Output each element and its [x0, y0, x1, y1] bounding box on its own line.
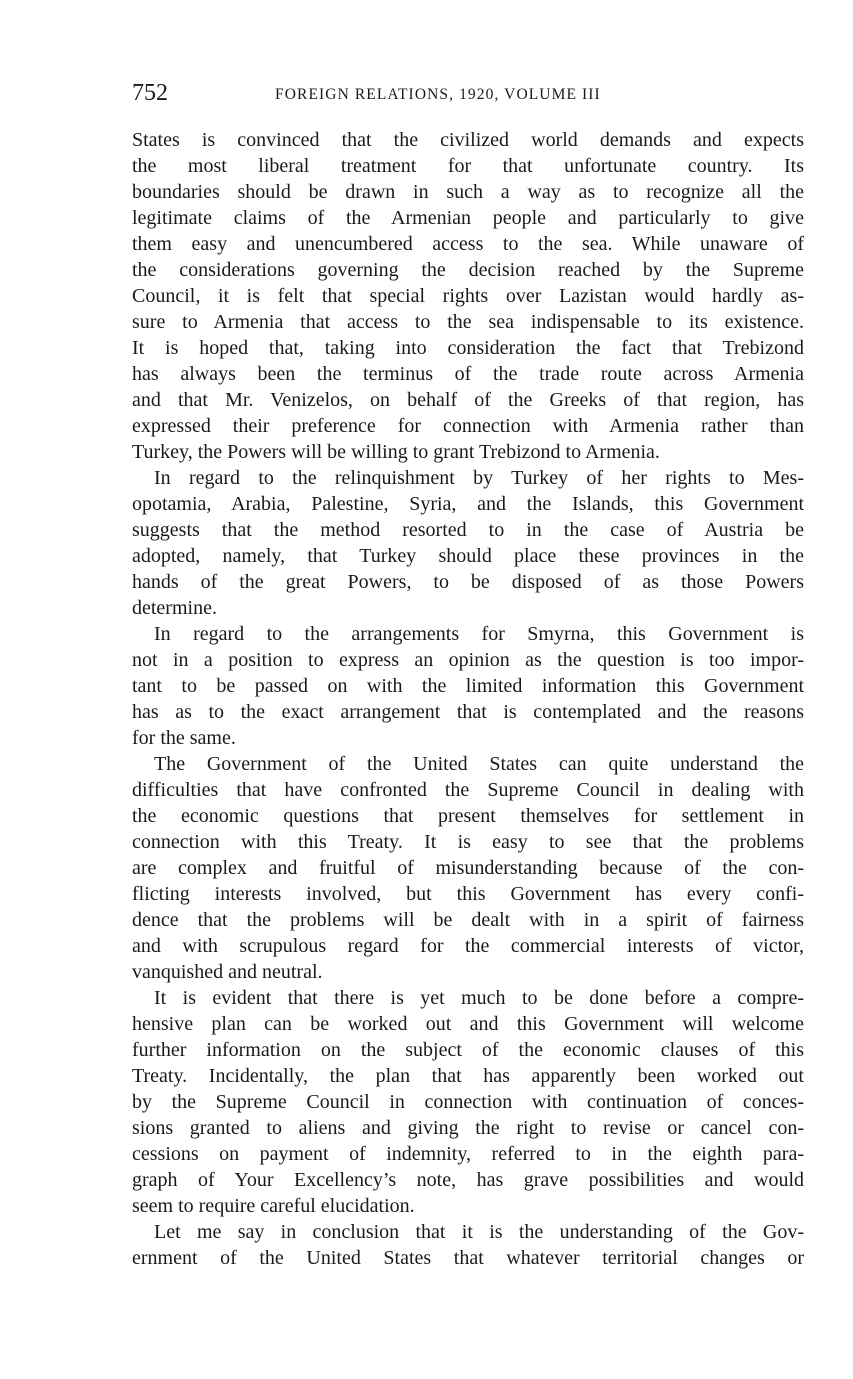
text-line: flicting interests involved, but this Government has every confi- [132, 883, 804, 905]
text-line: Turkey, the Powers will be willing to grant Trebizond to Armenia. [132, 441, 660, 463]
paragraph [132, 465, 804, 621]
paragraph [132, 621, 804, 751]
text-line: has always been the terminus of the trade route across Armenia [132, 363, 804, 385]
text-line: and with scrupulous regard for the commercial interests of victor, [132, 935, 804, 957]
text-line: In regard to the arrangements for Smyrna, this Government is [154, 623, 804, 645]
text-line: It is hoped that, taking into consideration the fact that Trebizond [132, 337, 804, 359]
text-line: legitimate claims of the Armenian people and particularly to give [132, 207, 804, 229]
text-line: States is convinced that the civilized world demands and expects [132, 129, 804, 151]
text-line: them easy and unencumbered access to the sea. While unaware of [132, 233, 804, 255]
paragraph [132, 751, 804, 985]
text-line: The Government of the United States can quite understand the [154, 753, 804, 775]
text-line: Council, it is felt that special rights over Lazistan would hardly as- [132, 285, 804, 307]
text-line: Treaty. Incidentally, the plan that has apparently been worked out [132, 1065, 804, 1087]
text-line: cessions on payment of indemnity, referred to in the eighth para- [132, 1143, 804, 1165]
text-line: boundaries should be drawn in such a way as to recognize all the [132, 181, 804, 203]
text-line: adopted, namely, that Turkey should place these provinces in the [132, 545, 804, 567]
text-line: ernment of the United States that whatever territorial changes or [132, 1247, 804, 1269]
text-line: are complex and fruitful of misunderstanding because of the con- [132, 857, 804, 879]
text-line: suggests that the method resorted to in the case of Austria be [132, 519, 804, 541]
text-line: the economic questions that present themselves for settlement in [132, 805, 804, 827]
text-line: sure to Armenia that access to the sea indispensable to its existence. [132, 311, 804, 333]
text-line: connection with this Treaty. It is easy to see that the problems [132, 831, 804, 853]
text-line: the most liberal treatment for that unfortunate country. Its [132, 155, 804, 177]
text-line: Let me say in conclusion that it is the understanding of the Gov- [154, 1221, 804, 1243]
page-number: 752 [132, 80, 168, 106]
paragraph [132, 1219, 804, 1271]
text-line: the considerations governing the decision reached by the Supreme [132, 259, 804, 281]
text-line: opotamia, Arabia, Palestine, Syria, and the Islands, this Government [132, 493, 804, 515]
running-head: FOREIGN RELATIONS, 1920, VOLUME III [275, 86, 601, 103]
body-text [132, 127, 804, 1271]
text-line: hensive plan can be worked out and this Government will welcome [132, 1013, 804, 1035]
text-line: expressed their preference for connection with Armenia rather than [132, 415, 804, 437]
text-line: for the same. [132, 727, 236, 749]
text-line: and that Mr. Venizelos, on behalf of the Greeks of that region, has [132, 389, 804, 411]
text-line: vanquished and neutral. [132, 961, 323, 983]
text-line: It is evident that there is yet much to be done before a compre- [154, 987, 804, 1009]
text-line: graph of Your Excellency’s note, has grave possibilities and would [132, 1169, 804, 1191]
text-line: hands of the great Powers, to be disposed of as those Powers [132, 571, 804, 593]
text-line: difficulties that have confronted the Supreme Council in dealing with [132, 779, 804, 801]
paragraph [132, 127, 804, 465]
text-line: tant to be passed on with the limited information this Government [132, 675, 804, 697]
text-line: by the Supreme Council in connection with continuation of conces- [132, 1091, 804, 1113]
text-line: not in a position to express an opinion as the question is too impor- [132, 649, 804, 671]
text-line: further information on the subject of the economic clauses of this [132, 1039, 804, 1061]
paragraph [132, 985, 804, 1219]
text-line: determine. [132, 597, 217, 619]
text-line: sions granted to aliens and giving the right to revise or cancel con- [132, 1117, 804, 1139]
text-line: seem to require careful elucidation. [132, 1195, 415, 1217]
page-header [132, 78, 804, 108]
text-line: has as to the exact arrangement that is contemplated and the reasons [132, 701, 804, 723]
text-line: In regard to the relinquishment by Turkey of her rights to Mes- [154, 467, 804, 489]
text-line: dence that the problems will be dealt with in a spirit of fairness [132, 909, 804, 931]
